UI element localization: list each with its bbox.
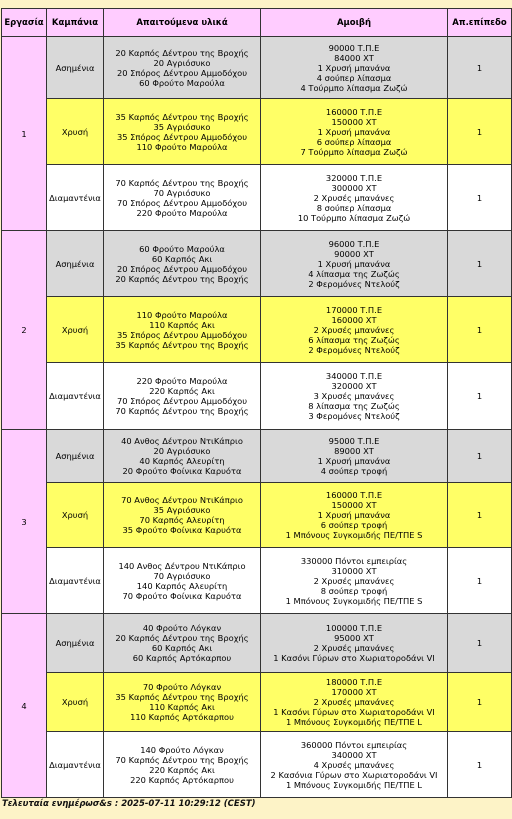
material-item: 70 Σπόρος Δέντρου Αμμοδόχου bbox=[116, 197, 248, 208]
reward-item: 6 λίπασμα της Ζωζώς bbox=[308, 334, 400, 345]
material-item: 40 Ανθος Δέντρου ΝτιΚάπριο bbox=[121, 436, 243, 446]
material-item: 20 Αγριόσυκο bbox=[153, 57, 211, 68]
reward-item: 1 Χρυσή μπανάνα bbox=[317, 510, 391, 520]
header-materials: Απαιτούμενα υλικά bbox=[104, 9, 261, 37]
required-materials bbox=[104, 363, 261, 430]
reward-item: 95000 ΧΤ bbox=[334, 633, 374, 643]
reward-item: 4 Χρυσές μπανάνες bbox=[313, 759, 395, 770]
material-item: 70 Φρούτο Λόγκαν bbox=[142, 682, 222, 692]
table-row bbox=[2, 548, 512, 614]
material-item: 35 Σπόρος Δέντρου Αμμοδόχου bbox=[116, 131, 248, 142]
campaign-tier: Ασημένια bbox=[47, 430, 104, 483]
reward-item: 8 σούπερ λίπασμα bbox=[316, 202, 392, 213]
material-item: 110 Φρούτο Μαρούλα bbox=[136, 309, 228, 320]
material-item: 60 Καρπός Ακι bbox=[151, 253, 213, 264]
material-item: 70 Φρούτο Φοίνικα Καρυότα bbox=[122, 590, 242, 601]
material-item: 140 Φρούτο Λόγκαν bbox=[140, 744, 224, 755]
reward-item: 1 Χρυσή μπανάνα bbox=[317, 258, 391, 269]
material-item: 110 Καρπός Ακι bbox=[149, 319, 215, 330]
reward-item: 330000 Πόντοι εμπειρίας bbox=[300, 555, 408, 566]
table-row bbox=[2, 483, 512, 548]
reward-item: 360000 Πόντοι εμπειρίας bbox=[300, 739, 408, 750]
reward-item: 150000 ΧΤ bbox=[331, 500, 377, 510]
table-row bbox=[2, 363, 512, 430]
required-level: 1 bbox=[448, 673, 512, 732]
reward-item: 8 λίπασμα της Ζωζώς bbox=[308, 401, 400, 411]
last-updated-footer: Τελευταία ενημέρωσ&s : 2025-07-11 10:29:12 (CEST) bbox=[2, 799, 256, 809]
material-item: 35 Φρούτο Φοίνικα Καρυότα bbox=[122, 525, 242, 535]
header-task: Εργασία bbox=[2, 9, 47, 37]
material-item: 220 Καρπός Ακι bbox=[149, 764, 215, 775]
campaign-tier: Χρυσή bbox=[47, 99, 104, 165]
required-materials bbox=[104, 165, 261, 231]
reward-item: 2 Φερομόνες Ντελούζ bbox=[308, 344, 400, 355]
table-row bbox=[2, 673, 512, 732]
reward-item: 1 Χρυσή μπανάνα bbox=[317, 456, 391, 466]
table-body bbox=[2, 37, 512, 798]
required-level: 1 bbox=[448, 614, 512, 673]
material-item: 110 Φρούτο Μαρούλα bbox=[136, 141, 228, 152]
campaign-tier: Διαμαντένια bbox=[47, 548, 104, 614]
material-item: 110 Καρπός Αρτόκαρπου bbox=[130, 712, 234, 722]
required-level: 1 bbox=[448, 430, 512, 483]
material-item: 35 Σπόρος Δέντρου Αμμοδόχου bbox=[116, 329, 248, 340]
required-level: 1 bbox=[448, 165, 512, 231]
campaign-tier: Ασημένια bbox=[47, 231, 104, 297]
reward-list bbox=[261, 363, 448, 430]
required-materials bbox=[104, 430, 261, 483]
material-item: 20 Φρούτο Φοίνικα Καρυότα bbox=[122, 466, 242, 476]
required-level: 1 bbox=[448, 37, 512, 99]
required-level: 1 bbox=[448, 99, 512, 165]
reward-item: 3 Φερομόνες Ντελούζ bbox=[308, 411, 400, 421]
material-item: 60 Φρούτο Μαρούλα bbox=[139, 77, 225, 88]
reward-item: 2 Χρυσές μπανάνες bbox=[313, 697, 395, 707]
campaign-tier: Χρυσή bbox=[47, 297, 104, 363]
material-item: 35 Αγριόσυκο bbox=[153, 505, 211, 515]
reward-item: 340000 ΧΤ bbox=[331, 749, 377, 760]
reward-item: 340000 Τ.Π.Ε bbox=[325, 371, 383, 381]
reward-item: 1 Κασόνι Γύρων στο Χωριατοροδάνι VI bbox=[273, 707, 435, 717]
reward-item: 1 Κασόνι Γύρων στο Χωριατοροδάνι VI bbox=[273, 653, 435, 663]
material-item: 60 Φρούτο Μαρούλα bbox=[139, 243, 225, 254]
table-row bbox=[2, 732, 512, 798]
reward-item: 96000 Τ.Π.Ε bbox=[328, 238, 380, 249]
reward-item: 10 Τούρμπο λίπασμα Ζωζώ bbox=[297, 212, 411, 223]
reward-item: 1 Μπόνους Συγκομιδής ΠΕ/ΤΠΕ S bbox=[285, 595, 423, 606]
material-item: 110 Καρπός Ακι bbox=[149, 702, 215, 712]
required-level: 1 bbox=[448, 483, 512, 548]
required-materials bbox=[104, 548, 261, 614]
material-item: 35 Αγριόσυκο bbox=[153, 121, 211, 132]
required-materials bbox=[104, 99, 261, 165]
reward-list bbox=[261, 483, 448, 548]
reward-item: 320000 Τ.Π.Ε bbox=[325, 172, 383, 183]
material-item: 70 Ανθος Δέντρου ΝτιΚάπριο bbox=[121, 495, 243, 505]
reward-item: 8 σούπερ τροφή bbox=[320, 585, 388, 596]
campaign-tier: Χρυσή bbox=[47, 483, 104, 548]
reward-item: 100000 Τ.Π.Ε bbox=[325, 623, 383, 633]
reward-item: 1 Χρυσή μπανάνα bbox=[317, 126, 391, 137]
required-materials bbox=[104, 297, 261, 363]
required-level: 1 bbox=[448, 732, 512, 798]
material-item: 20 Καρπός Δέντρου της Βροχής bbox=[115, 633, 249, 643]
material-item: 20 Σπόρος Δέντρου Αμμοδόχου bbox=[116, 263, 248, 274]
reward-list bbox=[261, 548, 448, 614]
reward-item: 4 Τούρμπο λίπασμα Ζωζώ bbox=[300, 82, 408, 93]
material-item: 220 Καρπός Ακι bbox=[149, 386, 215, 396]
campaign-tier: Χρυσή bbox=[47, 673, 104, 732]
reward-item: 90000 ΧΤ bbox=[334, 248, 374, 259]
campaign-tier: Διαμαντένια bbox=[47, 165, 104, 231]
material-item: 70 Σπόρος Δέντρου Αμμοδόχου bbox=[116, 396, 248, 406]
reward-item: 150000 ΧΤ bbox=[331, 116, 377, 127]
reward-list bbox=[261, 231, 448, 297]
reward-item: 160000 Τ.Π.Ε bbox=[325, 490, 383, 500]
reward-item: 2 Κασόνια Γύρων στο Χωριατοροδάνι VI bbox=[270, 769, 438, 780]
material-item: 70 Καρπός Δέντρου της Βροχής bbox=[115, 177, 249, 188]
required-materials bbox=[104, 483, 261, 548]
reward-list bbox=[261, 732, 448, 798]
reward-item: 4 σούπερ λίπασμα bbox=[316, 72, 392, 83]
reward-item: 2 Φερομόνες Ντελούζ bbox=[308, 278, 400, 289]
campaign-tier: Ασημένια bbox=[47, 614, 104, 673]
material-item: 35 Καρπός Δέντρου της Βροχής bbox=[115, 111, 249, 122]
reward-item: 1 Χρυσή μπανάνα bbox=[317, 62, 391, 73]
reward-item: 7 Τούρμπο λίπασμα Ζωζώ bbox=[300, 146, 408, 157]
required-materials bbox=[104, 614, 261, 673]
reward-item: 2 Χρυσές μπανάνες bbox=[313, 324, 395, 335]
table-row bbox=[2, 231, 512, 297]
material-item: 140 Καρπός Αλευρίτη bbox=[136, 580, 228, 591]
task-number: 4 bbox=[2, 614, 47, 798]
reward-item: 320000 ΧΤ bbox=[331, 381, 377, 391]
reward-item: 84000 ΧΤ bbox=[334, 52, 374, 63]
material-item: 70 Αγριόσυκο bbox=[153, 570, 211, 581]
reward-item: 4 λίπασμα της Ζωζώς bbox=[308, 268, 400, 279]
table-row bbox=[2, 297, 512, 363]
reward-item: 170000 Τ.Π.Ε bbox=[325, 304, 383, 315]
material-item: 60 Καρπός Αρτόκαρπου bbox=[132, 653, 232, 663]
material-item: 140 Ανθος Δέντρου ΝτιΚάπριο bbox=[118, 560, 246, 571]
reward-item: 180000 Τ.Π.Ε bbox=[325, 677, 383, 687]
material-item: 70 Καρπός Αλευρίτη bbox=[139, 515, 225, 525]
reward-item: 300000 ΧΤ bbox=[331, 182, 377, 193]
material-item: 20 Αγριόσυκο bbox=[153, 446, 211, 456]
required-materials bbox=[104, 673, 261, 732]
reward-item: 89000 ΧΤ bbox=[334, 446, 374, 456]
required-level: 1 bbox=[448, 231, 512, 297]
material-item: 35 Καρπός Δέντρου της Βροχής bbox=[115, 339, 249, 350]
campaign-tier: Διαμαντένια bbox=[47, 363, 104, 430]
required-level: 1 bbox=[448, 363, 512, 430]
reward-list bbox=[261, 297, 448, 363]
reward-list bbox=[261, 165, 448, 231]
reward-item: 160000 ΧΤ bbox=[331, 314, 377, 325]
material-item: 220 Φρούτο Μαρούλα bbox=[136, 207, 228, 218]
campaign-tier: Ασημένια bbox=[47, 37, 104, 99]
reward-list bbox=[261, 99, 448, 165]
reward-item: 170000 ΧΤ bbox=[331, 687, 377, 697]
task-number: 1 bbox=[2, 37, 47, 231]
reward-item: 2 Χρυσές μπανάνες bbox=[313, 643, 395, 653]
required-level: 1 bbox=[448, 297, 512, 363]
reward-item: 1 Μπόνους Συγκομιδής ΠΕ/ΤΠΕ L bbox=[285, 717, 423, 727]
campaign-table bbox=[1, 8, 512, 798]
table-row bbox=[2, 614, 512, 673]
header-reward: Αμοιβή bbox=[261, 9, 448, 37]
reward-item: 95000 Τ.Π.Ε bbox=[328, 436, 380, 446]
required-materials bbox=[104, 37, 261, 99]
material-item: 220 Φρούτο Μαρούλα bbox=[136, 376, 228, 386]
reward-item: 2 Χρυσές μπανάνες bbox=[313, 575, 395, 586]
table-row bbox=[2, 430, 512, 483]
reward-item: 1 Μπόνους Συγκομιδής ΠΕ/ΤΠΕ L bbox=[285, 779, 423, 790]
required-materials bbox=[104, 732, 261, 798]
reward-item: 310000 ΧΤ bbox=[331, 565, 377, 576]
header-row bbox=[2, 9, 512, 37]
reward-list bbox=[261, 430, 448, 483]
header-level: Απ.επίπεδο bbox=[448, 9, 512, 37]
header-campaign: Καμπάνια bbox=[47, 9, 104, 37]
reward-list bbox=[261, 614, 448, 673]
material-item: 20 Καρπός Δέντρου της Βροχής bbox=[115, 47, 249, 58]
table-row bbox=[2, 99, 512, 165]
reward-item: 4 σούπερ τροφή bbox=[320, 466, 388, 476]
material-item: 20 Σπόρος Δέντρου Αμμοδόχου bbox=[116, 67, 248, 78]
task-number: 2 bbox=[2, 231, 47, 430]
reward-item: 6 σούπερ λίπασμα bbox=[316, 136, 392, 147]
reward-item: 6 σούπερ τροφή bbox=[320, 520, 388, 530]
material-item: 220 Καρπός Αρτόκαρπου bbox=[130, 774, 234, 785]
reward-item: 90000 Τ.Π.Ε bbox=[328, 42, 380, 53]
material-item: 60 Καρπός Ακι bbox=[151, 643, 213, 653]
reward-item: 160000 Τ.Π.Ε bbox=[325, 106, 383, 117]
required-level: 1 bbox=[448, 548, 512, 614]
material-item: 70 Αγριόσυκο bbox=[153, 187, 211, 198]
material-item: 70 Καρπός Δέντρου της Βροχής bbox=[115, 406, 249, 416]
material-item: 35 Καρπός Δέντρου της Βροχής bbox=[115, 692, 249, 702]
required-materials bbox=[104, 231, 261, 297]
material-item: 40 Φρούτο Λόγκαν bbox=[142, 623, 222, 633]
material-item: 70 Καρπός Δέντρου της Βροχής bbox=[115, 754, 249, 765]
reward-item: 2 Χρυσές μπανάνες bbox=[313, 192, 395, 203]
material-item: 40 Καρπός Αλευρίτη bbox=[139, 456, 225, 466]
reward-item: 1 Μπόνους Συγκομιδής ΠΕ/ΤΠΕ S bbox=[285, 530, 423, 540]
task-number: 3 bbox=[2, 430, 47, 614]
material-item: 20 Καρπός Δέντρου της Βροχής bbox=[115, 273, 249, 284]
table-row bbox=[2, 165, 512, 231]
table-row bbox=[2, 37, 512, 99]
reward-list bbox=[261, 37, 448, 99]
reward-list bbox=[261, 673, 448, 732]
campaign-tier: Διαμαντένια bbox=[47, 732, 104, 798]
reward-item: 3 Χρυσές μπανάνες bbox=[313, 391, 395, 401]
